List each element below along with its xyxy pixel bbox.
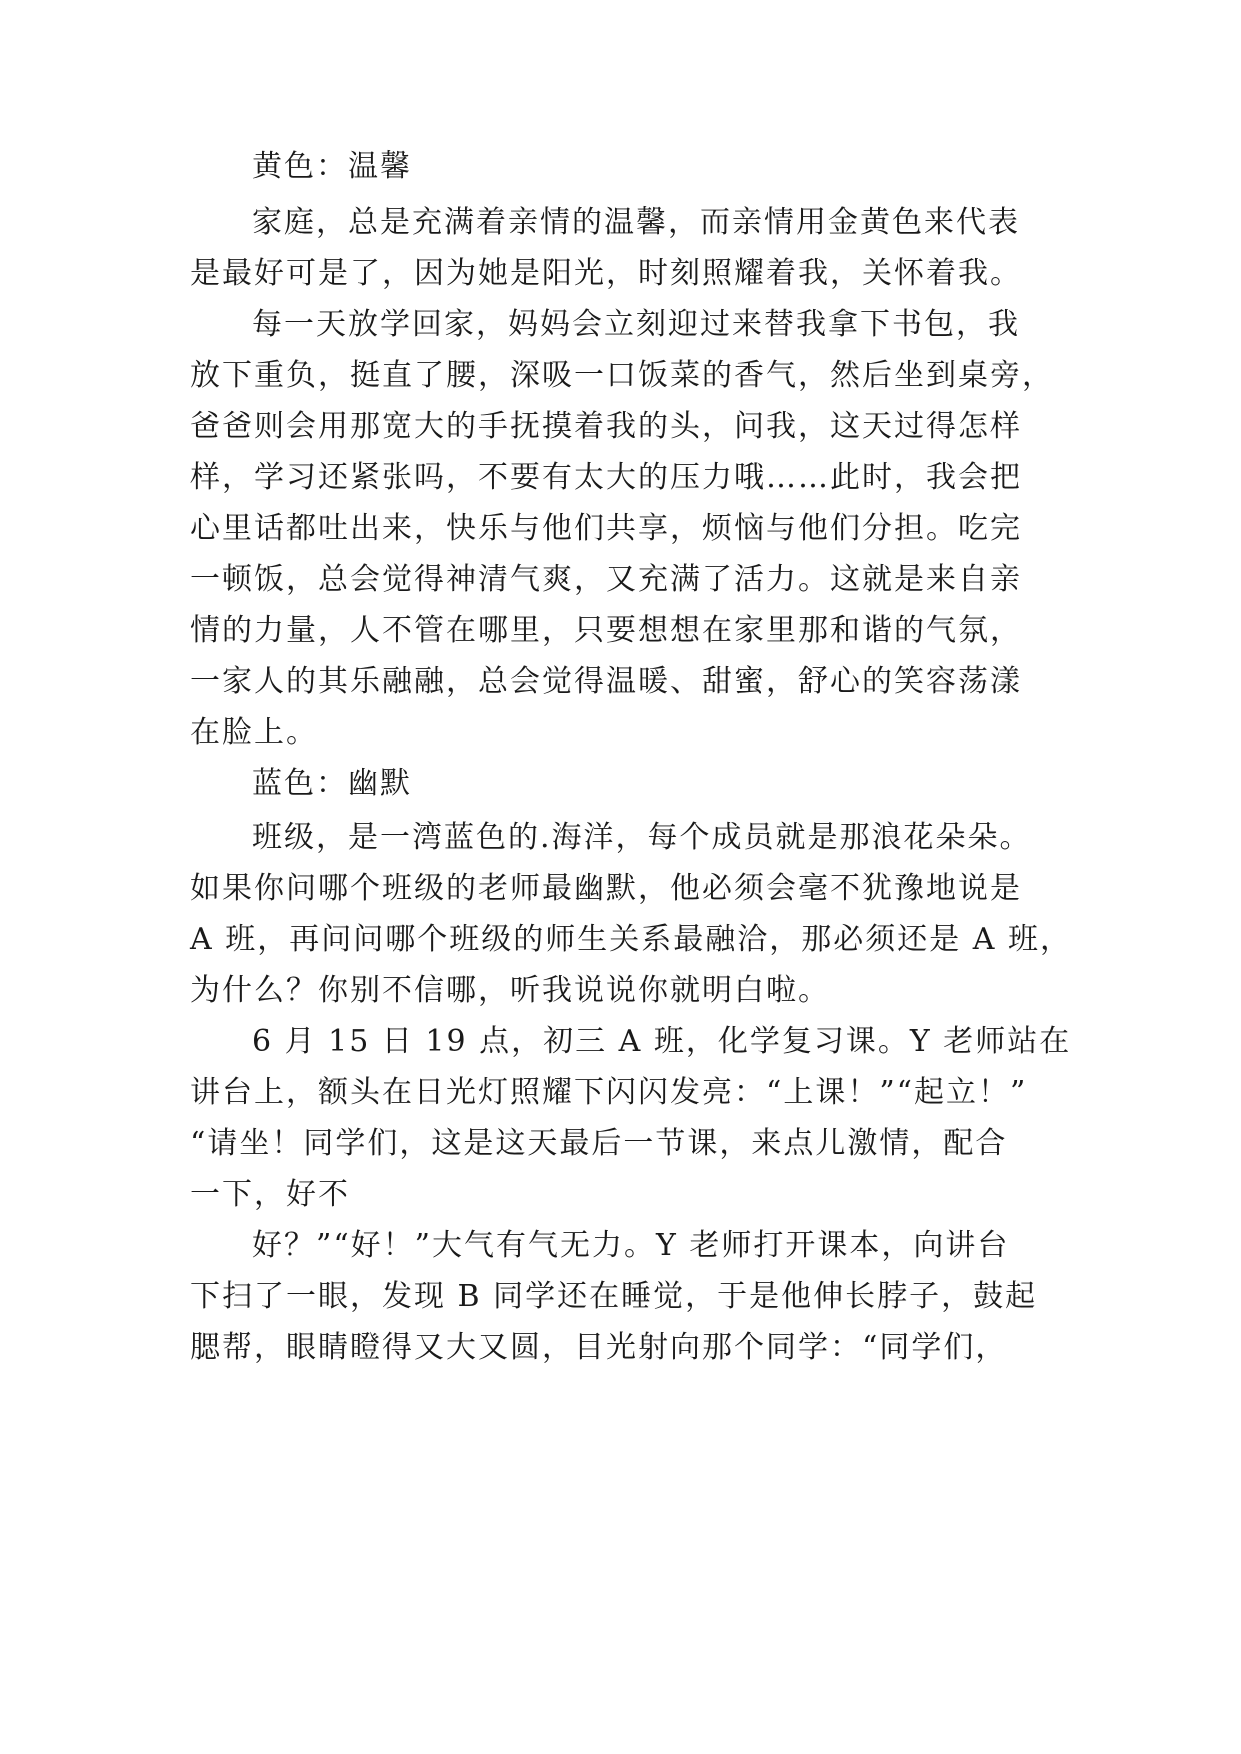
heading-yellow: 黄色：温馨 xyxy=(252,149,412,184)
paragraph-line: “请坐！同学们，这是这天最后一节课，来点儿激情，配合 xyxy=(190,1126,1008,1161)
paragraph-line: 班级，是一湾蓝色的.海洋，每个成员就是那浪花朵朵。 xyxy=(252,820,1032,855)
paragraph-line: 一下，好不 xyxy=(190,1177,350,1212)
paragraph-line: 好？”“好！”大气有气无力。Y 老师打开课本，向讲台 xyxy=(252,1228,1010,1263)
paragraph-line: 一顿饭，总会觉得神清气爽，又充满了活力。这就是来自亲 xyxy=(190,562,1022,597)
paragraph-line: 情的力量，人不管在哪里，只要想想在家里那和谐的气氛， xyxy=(190,613,1022,648)
paragraph-line: 腮帮，眼睛瞪得又大又圆，目光射向那个同学：“同学们， xyxy=(190,1330,1008,1365)
paragraph-line: 爸爸则会用那宽大的手抚摸着我的头，问我，这天过得怎样 xyxy=(190,409,1022,444)
paragraph-line: 如果你问哪个班级的老师最幽默，他必须会毫不犹豫地说是 xyxy=(190,871,1022,906)
paragraph-line: 6 月 15 日 19 点，初三 A 班，化学复习课。Y 老师站在 xyxy=(252,1024,1072,1059)
paragraph-line: 一家人的其乐融融，总会觉得温暖、甜蜜，舒心的笑容荡漾 xyxy=(190,664,1022,699)
paragraph-line: 心里话都吐出来，快乐与他们共享，烦恼与他们分担。吃完 xyxy=(190,511,1022,546)
paragraph-line: A 班，再问问哪个班级的师生关系最融洽，那必须还是 A 班， xyxy=(190,922,1072,957)
paragraph-line: 是最好可是了，因为她是阳光，时刻照耀着我，关怀着我。 xyxy=(190,256,1022,291)
paragraph-line: 在脸上。 xyxy=(190,715,318,750)
paragraph-line: 为什么？你别不信哪，听我说说你就明白啦。 xyxy=(190,973,830,1008)
paragraph-line: 讲台上，额头在日光灯照耀下闪闪发亮：“上课！”“起立！” xyxy=(190,1075,1028,1110)
paragraph-line: 样，学习还紧张吗，不要有太大的压力哦……此时，我会把 xyxy=(190,460,1022,495)
paragraph-line: 放下重负，挺直了腰，深吸一口饭菜的香气，然后坐到桌旁， xyxy=(190,358,1054,393)
paragraph-line: 下扫了一眼，发现 B 同学还在睡觉，于是他伸长脖子，鼓起 xyxy=(190,1279,1038,1314)
paragraph-line: 家庭，总是充满着亲情的温馨，而亲情用金黄色来代表 xyxy=(252,205,1020,240)
paragraph-line: 每一天放学回家，妈妈会立刻迎过来替我拿下书包，我 xyxy=(252,307,1020,342)
heading-blue: 蓝色：幽默 xyxy=(252,766,412,801)
